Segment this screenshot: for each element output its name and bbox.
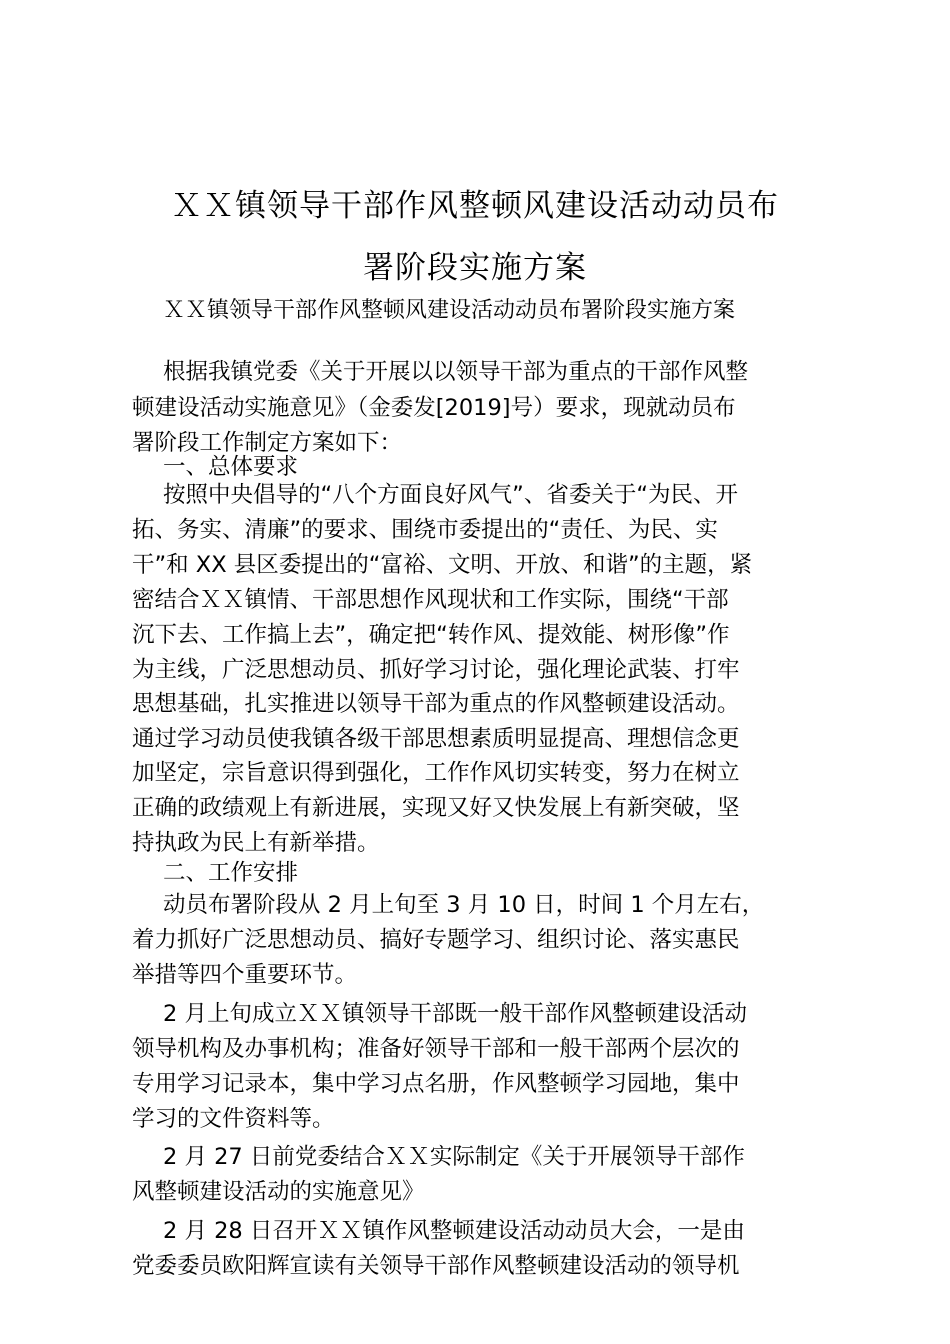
paragraph-line: 风整顿建设活动的实施意见》 (132, 1179, 425, 1205)
paragraph-line: 2 月 28 日召开ＸＸ镇作风整顿建设活动动员大会，一是由 (163, 1218, 745, 1244)
document-subtitle: ＸＸ镇领导干部作风整顿风建设活动动员布署阶段实施方案 (163, 298, 736, 323)
paragraph-line: 2 月 27 日前党委结合ＸＸ实际制定《关于开展领导干部作 (163, 1144, 745, 1170)
paragraph-line: 为主线，广泛思想动员、抓好学习讨论，强化理论武装、打牢 (132, 657, 740, 683)
paragraph-line: 加坚定，宗旨意识得到强化，工作作风切实转变，努力在树立 (132, 760, 740, 786)
paragraph-line: 思想基础，扎实推进以领导干部为重点的作风整顿建设活动。 (132, 691, 740, 717)
paragraph-line: 根据我镇党委《关于开展以以领导干部为重点的干部作风整 (163, 359, 749, 385)
paragraph-line: 专用学习记录本，集中学习点名册，作风整顿学习园地，集中 (132, 1071, 740, 1097)
paragraph-line: 动员布署阶段从 2 月上旬至 3 月 10 日，时间 1 个月左右， (163, 892, 765, 918)
paragraph-line: 顿建设活动实施意见》（金委发[2019]号）要求，现就动员布 (132, 395, 736, 421)
section-heading: 二、工作安排 (163, 860, 299, 886)
paragraph-line: 干”和 XX 县区委提出的“富裕、文明、开放、和谐”的主题，紧 (132, 552, 753, 578)
paragraph-line: 领导机构及办事机构；准备好领导干部和一般干部两个层次的 (132, 1036, 740, 1062)
paragraph-line: 着力抓好广泛思想动员、搞好专题学习、组织讨论、落实惠民 (132, 927, 740, 953)
paragraph-line: 拓、务实、清廉”的要求、围绕市委提出的“责任、为民、实 (132, 517, 718, 543)
paragraph-line: 党委委员欧阳辉宣读有关领导干部作风整顿建设活动的领导机 (132, 1253, 740, 1279)
paragraph-line: 举措等四个重要环节。 (132, 962, 358, 988)
paragraph-line: 正确的政绩观上有新进展，实现又好又快发展上有新突破，坚 (132, 795, 740, 821)
paragraph-line: 通过学习动员使我镇各级干部思想素质明显提高、理想信念更 (132, 726, 740, 752)
document-title-line-1: ＸＸ镇领导干部作风整顿风建设活动动员布 (171, 188, 779, 224)
paragraph-line: 沉下去、工作搞上去”，确定把“转作风、提效能、树形像”作 (132, 622, 730, 648)
paragraph-line: 持执政为民上有新举措。 (132, 830, 380, 856)
paragraph-line: 学习的文件资料等。 (132, 1106, 335, 1132)
document-title-line-2: 署阶段实施方案 (363, 250, 587, 286)
section-heading: 一、总体要求 (163, 454, 299, 480)
paragraph-line: 署阶段工作制定方案如下： (132, 430, 403, 456)
paragraph-line: 2 月上旬成立ＸＸ镇领导干部既一般干部作风整顿建设活动 (163, 1001, 747, 1027)
paragraph-line: 密结合ＸＸ镇情、干部思想作风现状和工作实际，围绕“干部 (132, 587, 729, 613)
paragraph-line: 按照中央倡导的“八个方面良好风气”、省委关于“为民、开 (163, 482, 738, 508)
